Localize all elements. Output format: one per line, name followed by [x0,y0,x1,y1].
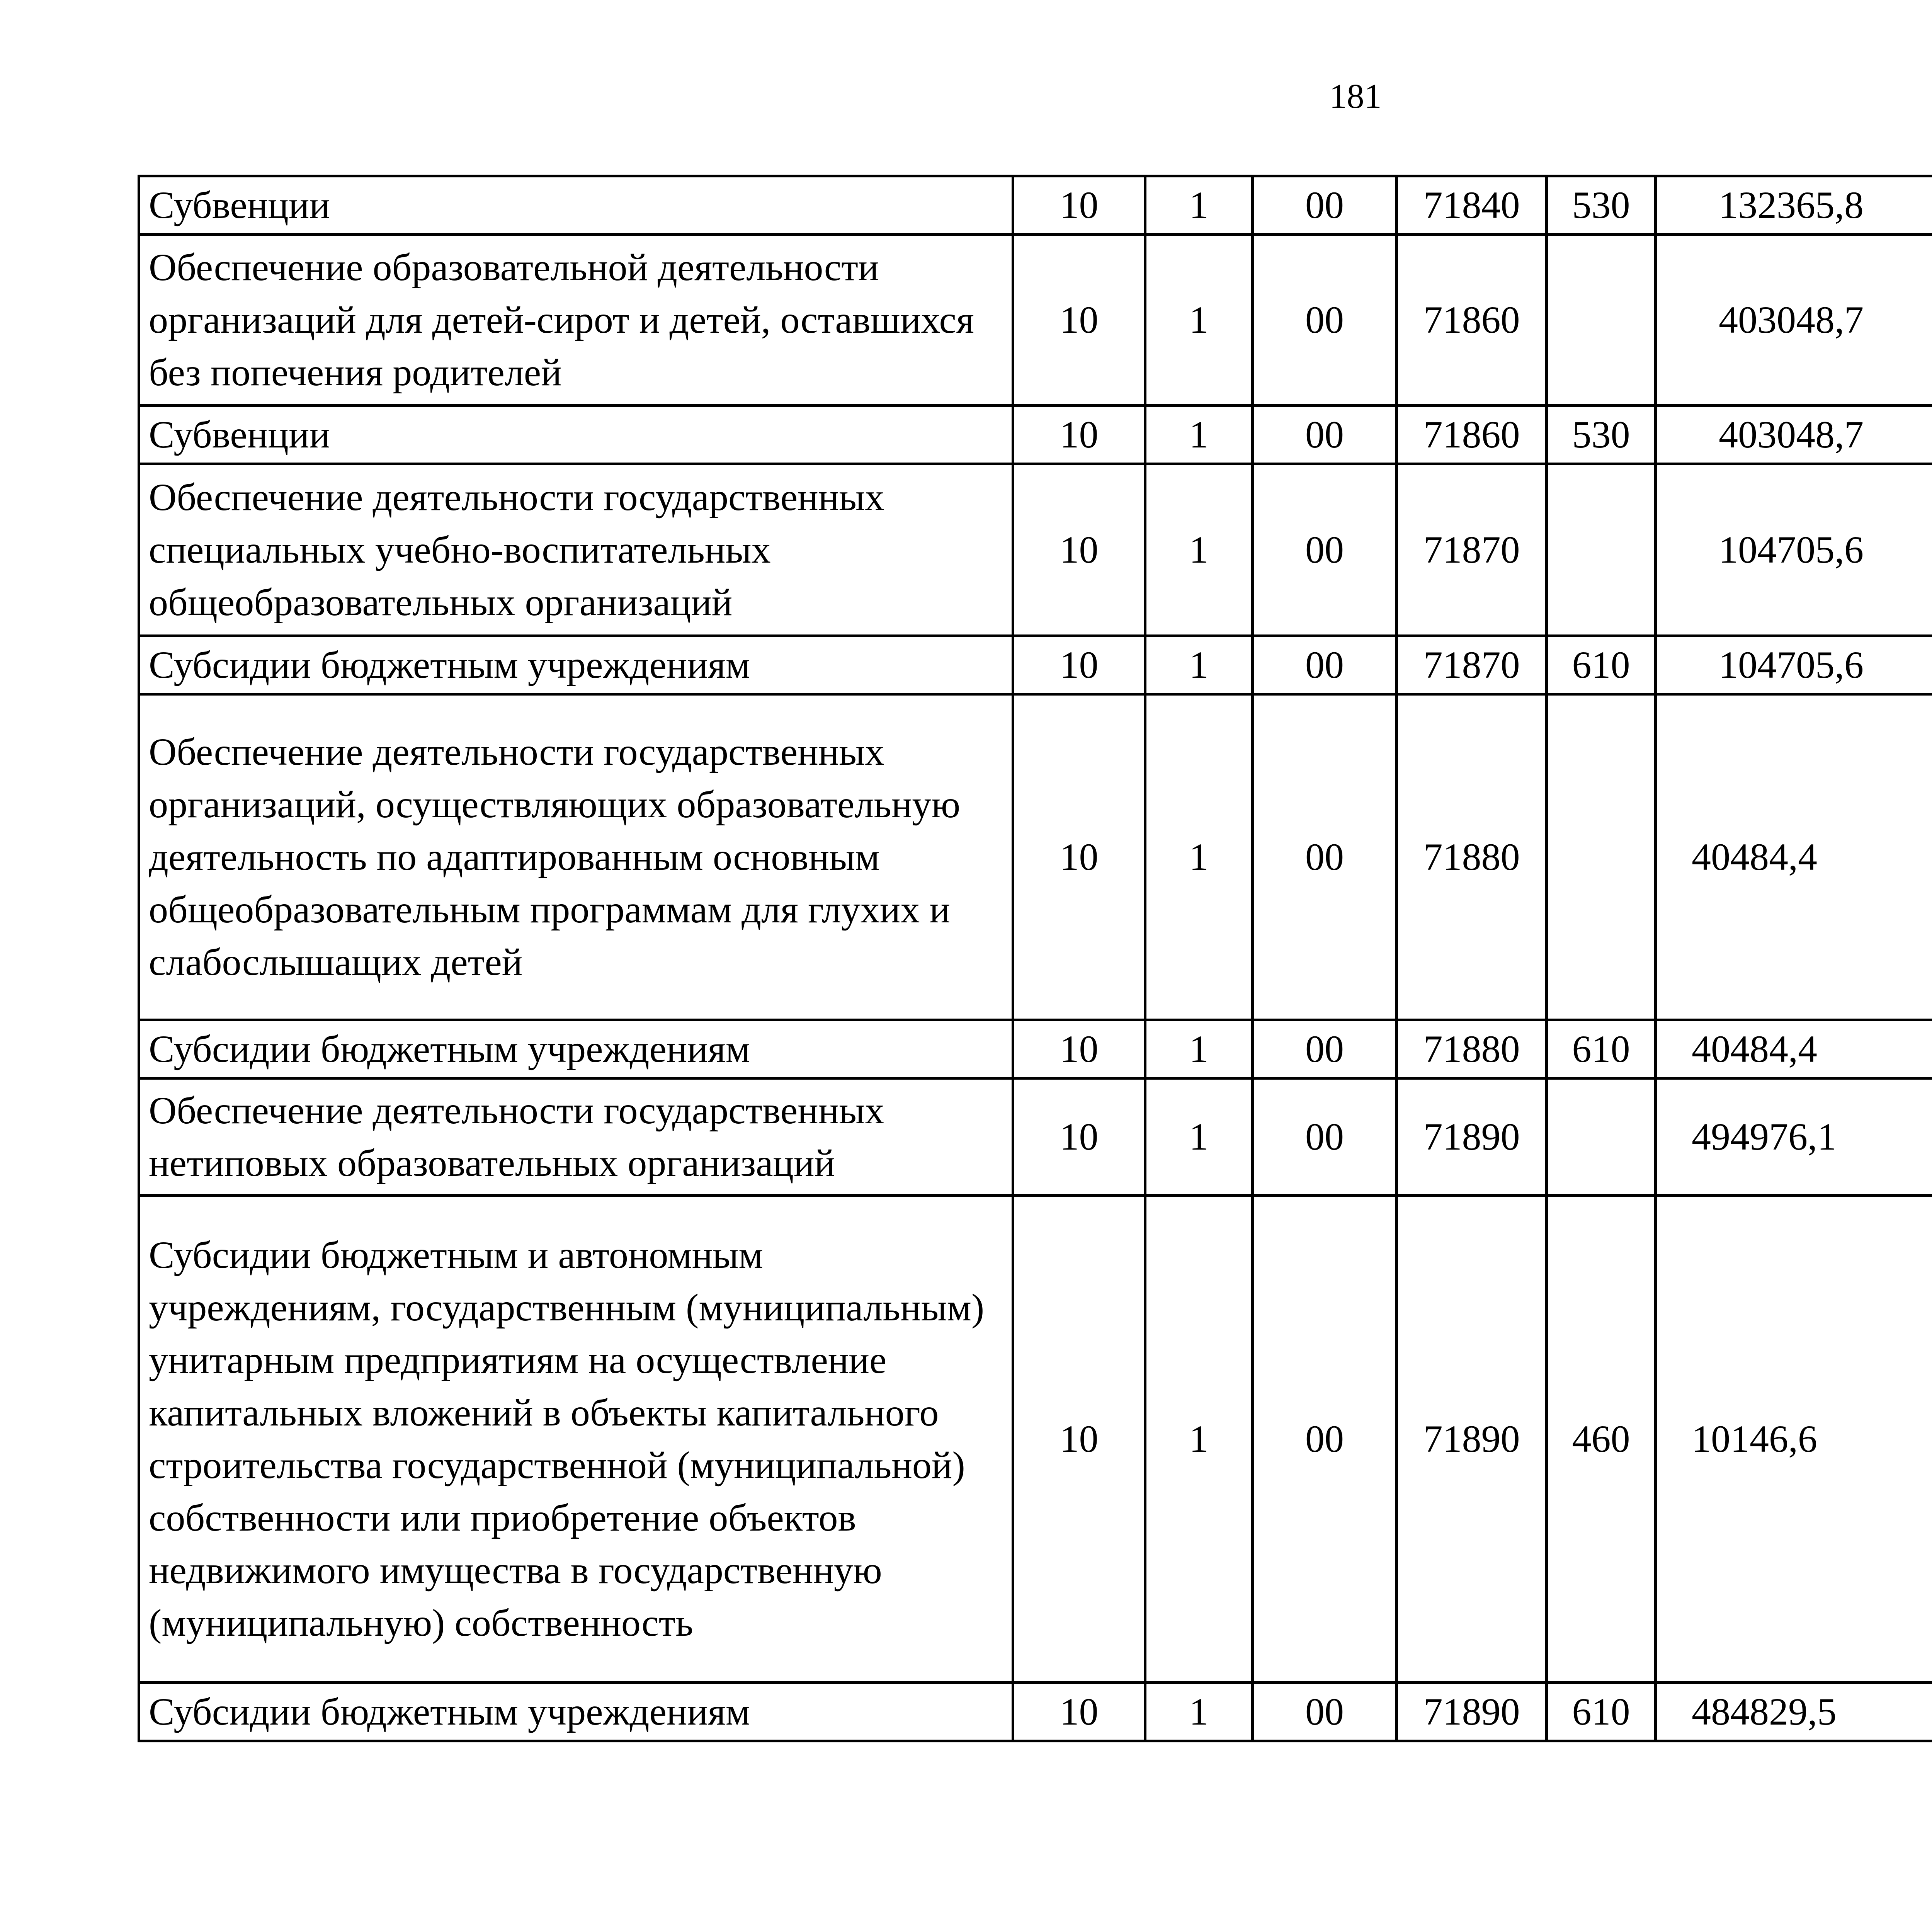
cell-type: 610 [1547,636,1656,694]
cell-type [1547,235,1656,406]
cell-code: 71870 [1397,464,1547,636]
cell-section: 10 [1013,1683,1145,1741]
cell-section: 10 [1013,464,1145,636]
cell-subsection: 1 [1145,694,1253,1020]
cell-type: 610 [1547,1020,1656,1078]
cell-program: 00 [1253,1196,1397,1683]
cell-section: 10 [1013,176,1145,235]
cell-value-1: 104705,6 [1656,464,1932,636]
cell-value-1: 132365,8 [1656,176,1932,235]
cell-program: 00 [1253,464,1397,636]
row-name: Субсидии бюджетным учреждениям [139,1020,1013,1078]
cell-value-1: 494976,1 [1656,1078,1932,1196]
cell-subsection: 1 [1145,636,1253,694]
row-name: Обеспечение деятельности государственных нетиповых образовательных организаций [139,1078,1013,1196]
table-row [139,1020,1932,1078]
cell-code: 71840 [1397,176,1547,235]
cell-value-1: 10146,6 [1656,1196,1932,1683]
cell-section: 10 [1013,1020,1145,1078]
cell-program: 00 [1253,1078,1397,1196]
cell-subsection: 1 [1145,464,1253,636]
cell-subsection: 1 [1145,406,1253,464]
budget-table [138,175,1932,1742]
cell-code: 71860 [1397,235,1547,406]
cell-value-1: 403048,7 [1656,406,1932,464]
cell-code: 71860 [1397,406,1547,464]
cell-section: 10 [1013,235,1145,406]
row-name: Обеспечение деятельности государственных специальных учебно-воспитательных общеобразовательных организаций [139,464,1013,636]
cell-code: 71890 [1397,1196,1547,1683]
cell-program: 00 [1253,235,1397,406]
cell-section: 10 [1013,694,1145,1020]
cell-code: 71870 [1397,636,1547,694]
table-row [139,406,1932,464]
cell-section: 10 [1013,406,1145,464]
table-row [139,1196,1932,1683]
row-name: Субсидии бюджетным учреждениям [139,636,1013,694]
cell-value-1: 484829,5 [1656,1683,1932,1741]
cell-type: 610 [1547,1683,1656,1741]
cell-subsection: 1 [1145,235,1253,406]
row-name: Обеспечение деятельности государственных организаций, осуществляющих образовательную деятельность по адаптированным основным общеобразовательным программам для глухих и слабослышащих детей [139,694,1013,1020]
cell-code: 71880 [1397,694,1547,1020]
table-row [139,235,1932,406]
cell-value-1: 40484,4 [1656,694,1932,1020]
cell-subsection: 1 [1145,1683,1253,1741]
cell-type: 460 [1547,1196,1656,1683]
table-row [139,1683,1932,1741]
cell-program: 00 [1253,406,1397,464]
row-name: Субвенции [139,176,1013,235]
cell-code: 71880 [1397,1020,1547,1078]
cell-value-1: 40484,4 [1656,1020,1932,1078]
cell-subsection: 1 [1145,176,1253,235]
cell-type [1547,694,1656,1020]
table-row [139,636,1932,694]
cell-type: 530 [1547,406,1656,464]
row-name: Субсидии бюджетным и автономным учреждениям, государственным (муниципальным) унитарным предприятиям на осуществление капитальных вложений в объекты капитального строительства государственной (муниципальной) собственности или приобретение объектов недвижимого имущества в государственную (муниципальную) собственность [139,1196,1013,1683]
cell-value-1: 403048,7 [1656,235,1932,406]
cell-section: 10 [1013,636,1145,694]
cell-program: 00 [1253,1020,1397,1078]
table-row [139,176,1932,235]
row-name: Обеспечение образовательной деятельности организаций для детей-сирот и детей, оставшихся без попечения родителей [139,235,1013,406]
cell-section: 10 [1013,1196,1145,1683]
table-row [139,1078,1932,1196]
table-row [139,694,1932,1020]
cell-value-1: 104705,6 [1656,636,1932,694]
cell-subsection: 1 [1145,1020,1253,1078]
cell-section: 10 [1013,1078,1145,1196]
row-name: Субсидии бюджетным учреждениям [139,1683,1013,1741]
cell-program: 00 [1253,694,1397,1020]
cell-type [1547,1078,1656,1196]
cell-code: 71890 [1397,1683,1547,1741]
cell-code: 71890 [1397,1078,1547,1196]
row-name: Субвенции [139,406,1013,464]
page-number: 181 [1329,77,1382,116]
cell-subsection: 1 [1145,1078,1253,1196]
cell-subsection: 1 [1145,1196,1253,1683]
table-row [139,464,1932,636]
cell-type: 530 [1547,176,1656,235]
cell-type [1547,464,1656,636]
cell-program: 00 [1253,636,1397,694]
cell-program: 00 [1253,1683,1397,1741]
cell-program: 00 [1253,176,1397,235]
